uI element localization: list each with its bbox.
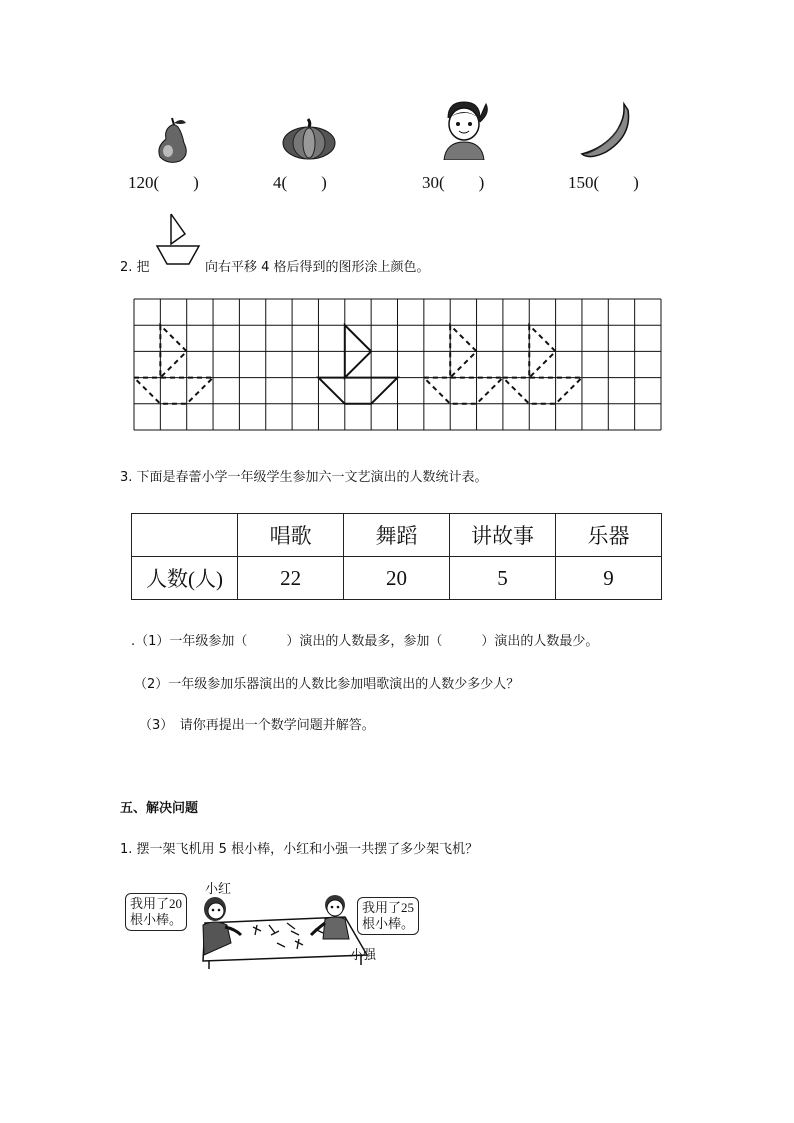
pumpkin-icon: [281, 117, 337, 165]
q2-suffix: 向右平移 4 格后得到的图形涂上颜色。: [205, 260, 430, 275]
table-cell: 9: [555, 557, 661, 600]
grid-lines: [134, 299, 661, 430]
q3-sub2: （2）一年级参加乐器演出的人数比参加唱歌演出的人数少多少人？: [134, 677, 520, 692]
q3-sub3: （3） 请你再提出一个数学问题并解答。: [139, 718, 375, 733]
banana-answer[interactable]: 150( ): [568, 173, 639, 192]
xiaoqiang-speech-line2: 根小棒。: [362, 916, 415, 931]
pear-icon: [150, 115, 195, 169]
q3-title: 3. 下面是春蕾小学一年级学生参加六一文艺演出的人数统计表。: [120, 470, 488, 485]
dashed-boat-1: [134, 325, 213, 404]
q2-prefix: 2. 把: [120, 260, 150, 275]
translation-grid: [133, 298, 663, 438]
stats-table: [131, 513, 662, 600]
pumpkin-answer[interactable]: 4( ): [273, 173, 327, 192]
xiaoqiang-speech-bubble: [357, 897, 419, 935]
table-header-cell: 乐器: [555, 514, 661, 557]
xiaohong-speech-line1: 我用了20: [130, 896, 183, 911]
table-header-corner: [132, 514, 238, 557]
section5-heading: 五、解决问题: [120, 801, 199, 816]
table-cell: 22: [238, 557, 344, 600]
table-row: [132, 557, 662, 600]
table-header-cell: 唱歌: [238, 514, 344, 557]
table-row-label: 人数(人): [132, 557, 238, 600]
table-header-row: [132, 514, 662, 557]
table-cell: 20: [344, 557, 450, 600]
table-cell: 5: [450, 557, 556, 600]
children-table-illustration: [195, 895, 370, 979]
xiaohong-name: 小红: [205, 882, 232, 897]
section5-q1: 1. 摆一架飞机用 5 根小棒，小红和小强一共摆了多少架飞机？: [120, 842, 479, 857]
xiaohong-speech-bubble: [125, 893, 187, 931]
sailboat-icon: [155, 212, 205, 274]
original-boat: [318, 325, 397, 404]
xiaoqiang-name: 小强: [350, 948, 377, 963]
girl-icon: [440, 98, 490, 164]
dashed-boat-3: [503, 325, 582, 404]
table-header-cell: 舞蹈: [344, 514, 450, 557]
table-header-cell: 讲故事: [450, 514, 556, 557]
xiaohong-speech-line2: 根小棒。: [130, 912, 183, 927]
q3-sub1: .（1）一年级参加（ ）演出的人数最多，参加（ ）演出的人数最少。: [131, 634, 599, 649]
xiaoqiang-speech-line1: 我用了25: [362, 900, 415, 915]
dashed-boat-2: [424, 325, 503, 404]
girl-answer[interactable]: 30( ): [422, 173, 485, 192]
pear-answer[interactable]: 120( ): [128, 173, 199, 192]
banana-icon: [580, 100, 636, 164]
